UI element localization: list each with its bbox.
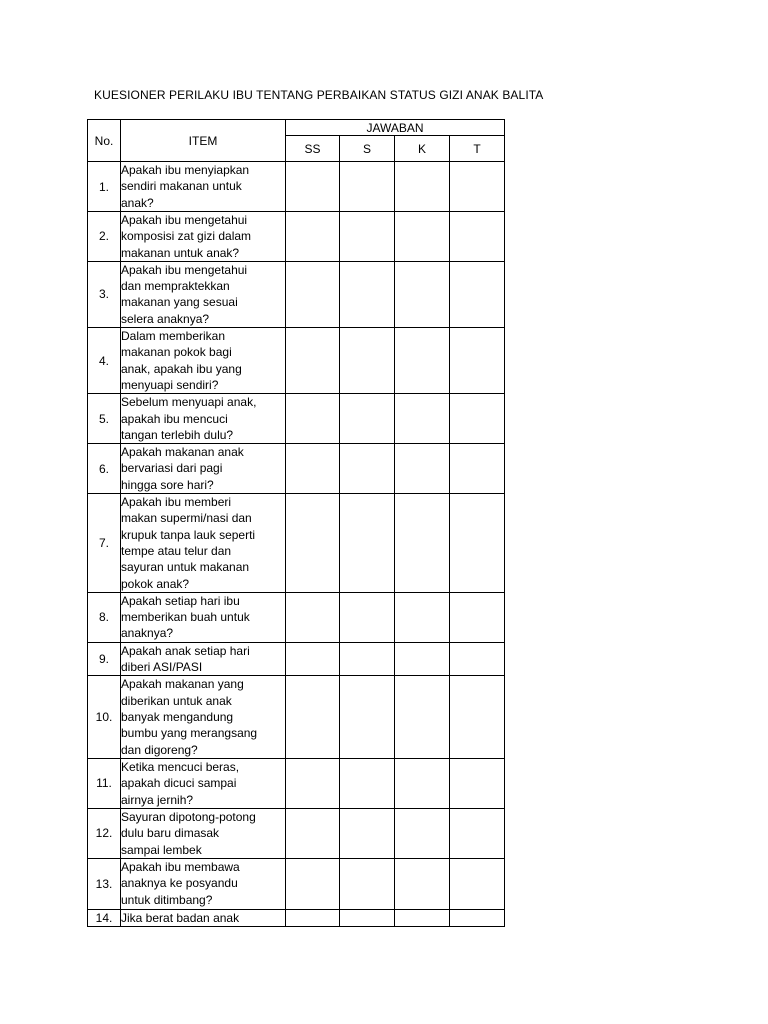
row-number: 9. bbox=[88, 642, 121, 676]
table-row bbox=[88, 909, 505, 926]
table-row bbox=[88, 394, 505, 444]
answer-cell-s bbox=[340, 328, 395, 394]
answer-cell-s bbox=[340, 808, 395, 858]
row-number: 10. bbox=[88, 676, 121, 758]
answer-cell-s bbox=[340, 642, 395, 676]
table-row bbox=[88, 212, 505, 262]
answer-cell-t bbox=[450, 212, 505, 262]
table-row bbox=[88, 758, 505, 808]
row-item-text: Apakah makanan anak bervariasi dari pagi hingga sore hari? bbox=[121, 444, 286, 494]
answer-cell-ss bbox=[286, 328, 340, 394]
answer-cell-k bbox=[395, 909, 450, 926]
answer-cell-ss bbox=[286, 261, 340, 327]
row-item-text: Apakah makanan yang diberikan untuk anak banyak mengandung bumbu yang merangsang dan digoreng? bbox=[121, 676, 286, 758]
row-number: 5. bbox=[88, 394, 121, 444]
row-number: 4. bbox=[88, 328, 121, 394]
header-option-ss: SS bbox=[286, 136, 340, 162]
row-number: 2. bbox=[88, 212, 121, 262]
answer-cell-ss bbox=[286, 394, 340, 444]
answer-cell-s bbox=[340, 444, 395, 494]
answer-cell-s bbox=[340, 394, 395, 444]
table-row bbox=[88, 261, 505, 327]
answer-cell-ss bbox=[286, 758, 340, 808]
answer-cell-t bbox=[450, 328, 505, 394]
answer-cell-k bbox=[395, 808, 450, 858]
answer-cell-s bbox=[340, 212, 395, 262]
header-item: ITEM bbox=[121, 120, 286, 162]
answer-cell-ss bbox=[286, 642, 340, 676]
answer-cell-ss bbox=[286, 676, 340, 758]
answer-cell-t bbox=[450, 808, 505, 858]
header-option-k: K bbox=[395, 136, 450, 162]
answer-cell-k bbox=[395, 592, 450, 642]
row-number: 3. bbox=[88, 261, 121, 327]
answer-cell-k bbox=[395, 642, 450, 676]
answer-cell-k bbox=[395, 444, 450, 494]
answer-cell-k bbox=[395, 162, 450, 212]
row-number: 8. bbox=[88, 592, 121, 642]
header-option-s: S bbox=[340, 136, 395, 162]
answer-cell-t bbox=[450, 909, 505, 926]
answer-cell-t bbox=[450, 162, 505, 212]
row-item-text: Apakah ibu mengetahui dan mempraktekkan makanan yang sesuai selera anaknya? bbox=[121, 261, 286, 327]
table-row bbox=[88, 328, 505, 394]
answer-cell-t bbox=[450, 758, 505, 808]
answer-cell-k bbox=[395, 494, 450, 593]
row-number: 11. bbox=[88, 758, 121, 808]
answer-cell-k bbox=[395, 858, 450, 909]
answer-cell-t bbox=[450, 394, 505, 444]
header-jawaban: JAWABAN bbox=[286, 120, 505, 136]
answer-cell-s bbox=[340, 494, 395, 593]
row-item-text: Apakah anak setiap hari diberi ASI/PASI bbox=[121, 642, 286, 676]
answer-cell-t bbox=[450, 261, 505, 327]
answer-cell-k bbox=[395, 328, 450, 394]
document-title: KUESIONER PERILAKU IBU TENTANG PERBAIKAN STATUS GIZI ANAK BALITA bbox=[94, 88, 544, 102]
answer-cell-t bbox=[450, 592, 505, 642]
row-item-text: Apakah setiap hari ibu memberikan buah untuk anaknya? bbox=[121, 592, 286, 642]
row-number: 6. bbox=[88, 444, 121, 494]
row-item-text: Apakah ibu memberi makan supermi/nasi dan krupuk tanpa lauk seperti tempe atau telur dan sayuran untuk makanan pokok anak? bbox=[121, 494, 286, 593]
row-number: 13. bbox=[88, 858, 121, 909]
table-row bbox=[88, 162, 505, 212]
answer-cell-ss bbox=[286, 592, 340, 642]
row-number: 1. bbox=[88, 162, 121, 212]
answer-cell-s bbox=[340, 261, 395, 327]
table-row bbox=[88, 642, 505, 676]
answer-cell-ss bbox=[286, 909, 340, 926]
answer-cell-ss bbox=[286, 494, 340, 593]
answer-cell-s bbox=[340, 676, 395, 758]
row-number: 7. bbox=[88, 494, 121, 593]
table-row bbox=[88, 808, 505, 858]
answer-cell-s bbox=[340, 758, 395, 808]
row-item-text: Apakah ibu membawa anaknya ke posyandu untuk ditimbang? bbox=[121, 858, 286, 909]
table-row bbox=[88, 858, 505, 909]
row-item-text: Apakah ibu mengetahui komposisi zat gizi dalam makanan untuk anak? bbox=[121, 212, 286, 262]
answer-cell-ss bbox=[286, 808, 340, 858]
row-item-text: Apakah ibu menyiapkan sendiri makanan untuk anak? bbox=[121, 162, 286, 212]
answer-cell-t bbox=[450, 494, 505, 593]
answer-cell-ss bbox=[286, 858, 340, 909]
row-item-text: Sayuran dipotong-potong dulu baru dimasak sampai lembek bbox=[121, 808, 286, 858]
table-row bbox=[88, 676, 505, 758]
table-row bbox=[88, 494, 505, 593]
answer-cell-s bbox=[340, 858, 395, 909]
row-item-text: Sebelum menyuapi anak, apakah ibu mencuci tangan terlebih dulu? bbox=[121, 394, 286, 444]
answer-cell-s bbox=[340, 162, 395, 212]
answer-cell-k bbox=[395, 212, 450, 262]
row-number: 14. bbox=[88, 909, 121, 926]
answer-cell-ss bbox=[286, 212, 340, 262]
row-item-text: Jika berat badan anak bbox=[121, 909, 286, 926]
row-item-text: Dalam memberikan makanan pokok bagi anak, apakah ibu yang menyuapi sendiri? bbox=[121, 328, 286, 394]
answer-cell-ss bbox=[286, 162, 340, 212]
answer-cell-t bbox=[450, 676, 505, 758]
row-number: 12. bbox=[88, 808, 121, 858]
answer-cell-k bbox=[395, 394, 450, 444]
answer-cell-s bbox=[340, 592, 395, 642]
header-no: No. bbox=[88, 120, 121, 162]
answer-cell-k bbox=[395, 758, 450, 808]
answer-cell-t bbox=[450, 444, 505, 494]
table-row bbox=[88, 592, 505, 642]
answer-cell-t bbox=[450, 858, 505, 909]
answer-cell-k bbox=[395, 261, 450, 327]
answer-cell-k bbox=[395, 676, 450, 758]
questionnaire-table bbox=[87, 119, 505, 927]
answer-cell-t bbox=[450, 642, 505, 676]
table-row bbox=[88, 444, 505, 494]
row-item-text: Ketika mencuci beras, apakah dicuci sampai airnya jernih? bbox=[121, 758, 286, 808]
header-option-t: T bbox=[450, 136, 505, 162]
answer-cell-s bbox=[340, 909, 395, 926]
answer-cell-ss bbox=[286, 444, 340, 494]
